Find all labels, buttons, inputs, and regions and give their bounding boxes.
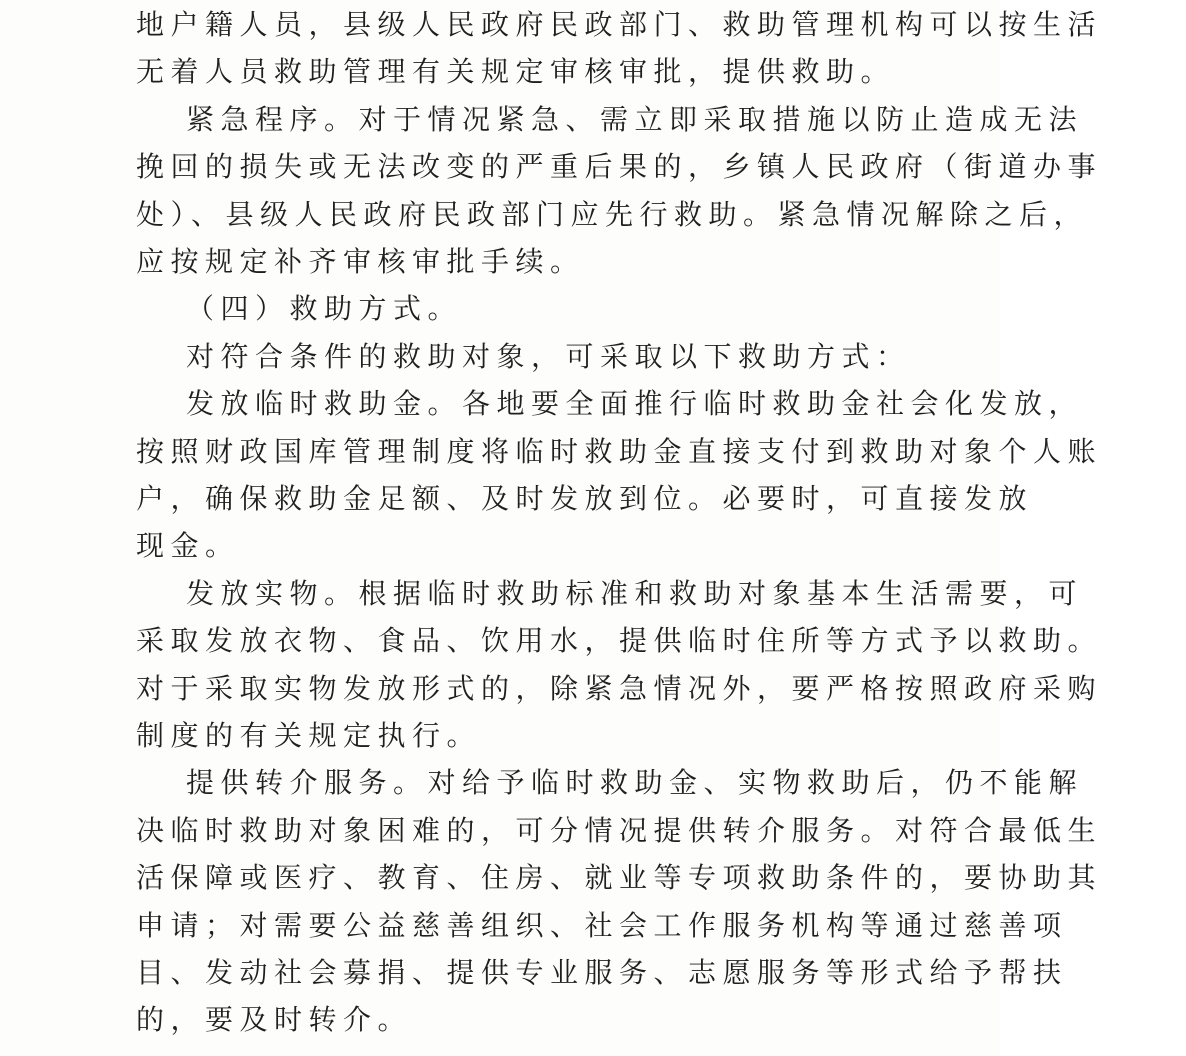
text-line: 应按规定补齐审核审批手续。 (136, 245, 585, 278)
text-line: 地户籍人员，县级人民政府民政部门、救助管理机构可以按生活 (136, 8, 1103, 41)
section-heading: （四）救助方式。 (186, 292, 463, 326)
paragraph-emergency-procedure: 紧急程序。对于情况紧急、需立即采取措施以防止造成无法 (186, 102, 1084, 136)
text-line: 户，确保救助金足额、及时发放到位。必要时，可直接发放 (136, 482, 1034, 515)
text-line: 决临时救助对象困难的，可分情况提供转介服务。对符合最低生 (136, 813, 1103, 847)
text-line: 处）、县级人民政府民政部门应先行救助。紧急情况解除之后， (136, 197, 1089, 231)
text-line: 活保障或医疗、教育、住房、就业等专项救助条件的，要协助其 (136, 861, 1103, 895)
paragraph-in-kind-assistance: 发放实物。根据临时救助标准和救助对象基本生活需要，可 (186, 576, 1084, 610)
paragraph-referral-service: 提供转介服务。对给予临时救助金、实物救助后，仍不能解 (186, 766, 1084, 800)
text-line: 的，要及时转介。 (136, 1003, 413, 1037)
text-line: 目、发动社会募捐、提供专业服务、志愿服务等形式给予帮扶 (136, 956, 1068, 989)
text-line: 按照财政国库管理制度将临时救助金直接支付到救助对象个人账 (136, 434, 1103, 468)
text-line: 制度的有关规定执行。 (136, 719, 482, 752)
text-line: 采取发放衣物、食品、饮用水，提供临时住所等方式予以救助。 (136, 624, 1103, 658)
text-line: 无着人员救助管理有关规定审核审批，提供救助。 (136, 55, 896, 89)
paragraph-cash-assistance: 发放临时救助金。各地要全面推行临时救助金社会化发放， (186, 387, 1084, 421)
section-intro: 对符合条件的救助对象，可采取以下救助方式： (186, 339, 911, 373)
text-line: 申请；对需要公益慈善组织、社会工作服务机构等通过慈善项 (136, 908, 1068, 942)
text-line: 对于采取实物发放形式的，除紧急情况外，要严格按照政府采购 (136, 671, 1103, 705)
text-line: 现金。 (136, 529, 240, 563)
text-line: 挽回的损失或无法改变的严重后果的，乡镇人民政府（街道办事 (136, 150, 1103, 184)
